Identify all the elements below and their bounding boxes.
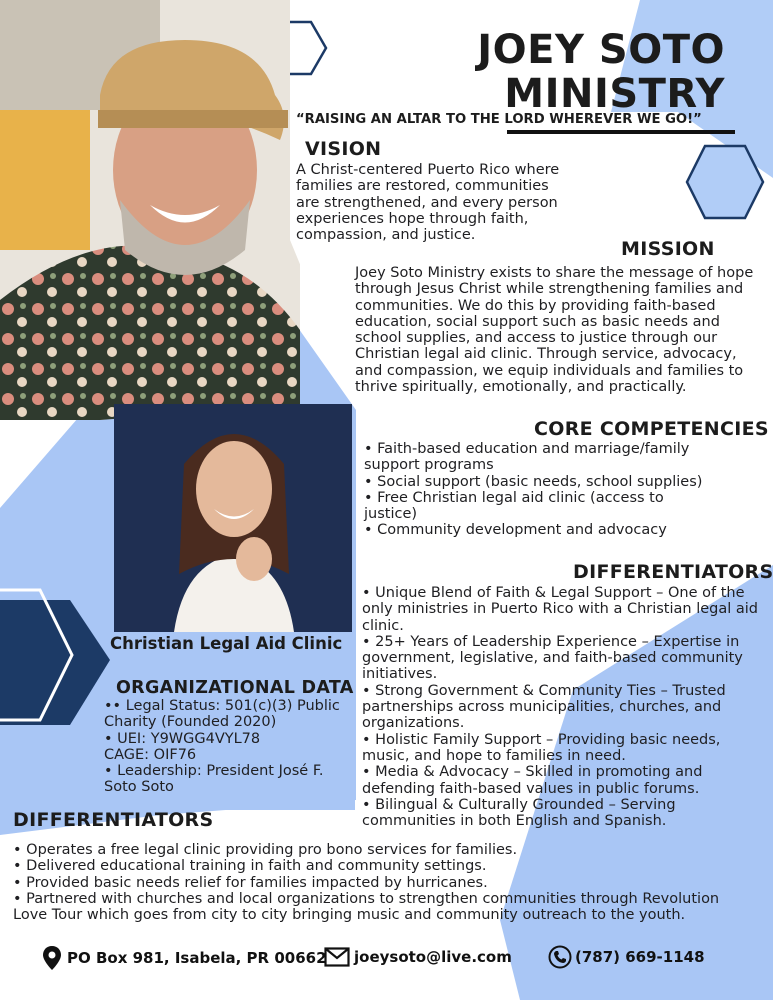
list-item: • Free Christian legal aid clinic (access to justice) <box>364 489 664 523</box>
vision-text: A Christ-centered Puerto Rico where families are restored, communities are strengthened, and every person experiences hope through faith, compassion, and justice. <box>296 162 560 244</box>
list-item: • Partnered with churches and local organizations to strengthen communities through Revolution Love Tour which goes from city to city bringing music and community outreach to the youth. <box>13 890 720 924</box>
email-contact[interactable] <box>324 947 512 967</box>
list-item: • Operates a free legal clinic providing pro bono services for families. <box>13 842 518 858</box>
tagline: “RAISING AN ALTAR TO THE LORD WHEREVER WE GO!” <box>296 112 702 127</box>
list-item: • 25+ Years of Leadership Experience – Expertise in government, legislative, and faith-based community initiatives. <box>362 633 743 683</box>
list-item: • Community development and advocacy <box>364 522 667 539</box>
list-item: • Leadership: President José F. Soto Soto <box>104 763 324 796</box>
tagline-underline <box>507 130 735 134</box>
differentiators-bottom-heading: DIFFERENTIATORS <box>13 809 214 831</box>
list-item: CAGE: OIF76 <box>104 746 197 763</box>
core-competencies-heading: CORE COMPETENCIES <box>534 418 769 440</box>
email-text[interactable]: joeysoto@live.com <box>354 948 512 966</box>
phone-text[interactable]: (787) 669-1148 <box>575 948 705 966</box>
differentiators-right-list <box>362 585 760 829</box>
phone-contact[interactable] <box>548 945 705 969</box>
joey-soto-photo <box>0 0 300 420</box>
list-item: • Unique Blend of Faith & Legal Support – One of the only ministries in Puerto Rico with a Christian legal aid clinic. <box>362 585 758 634</box>
envelope-icon <box>324 947 350 967</box>
list-item: •• Legal Status: 501(c)(3) Public Charity (Founded 2020) <box>104 698 340 731</box>
list-item: • Provided basic needs relief for families impacted by hurricanes. <box>13 874 488 891</box>
photo-caption: Christian Legal Aid Clinic <box>110 634 343 653</box>
title-line-1: JOEY SOTO <box>477 27 725 73</box>
list-item: • Strong Government & Community Ties – Trusted partnerships across municipalities, churches, and organizations. <box>362 682 726 732</box>
address-text: PO Box 981, Isabela, PR 00662 <box>67 949 327 967</box>
core-competencies-list <box>364 441 714 539</box>
organizational-data-heading: ORGANIZATIONAL DATA <box>116 678 354 698</box>
list-item: • UEI: Y9WGG4VYL78 <box>104 730 261 747</box>
differentiators-bottom-list <box>13 842 753 923</box>
mission-heading: MISSION <box>621 238 715 260</box>
differentiators-right-heading: DIFFERENTIATORS <box>573 561 773 583</box>
list-item: • Media & Advocacy – Skilled in promoting and defending faith-based values in public forums. <box>362 764 703 797</box>
mission-text: Joey Soto Ministry exists to share the message of hope through Jesus Christ while strengthening families and communities. We do this by providing faith-based education, social support such as basic needs and school supplies, and access to justice through our Christian legal aid clinic. Through service, advocacy, and compassion, we equip individuals and families to thrive spiritually, emotionally, and practically. <box>355 265 754 396</box>
organizational-data-list <box>104 698 354 796</box>
title-line-2: MINISTRY <box>504 71 725 117</box>
list-item: • Bilingual & Culturally Grounded – Serving communities in both English and Spanish. <box>362 796 676 830</box>
list-item: • Social support (basic needs, school supplies) <box>364 473 703 490</box>
list-item: • Delivered educational training in faith and community settings. <box>13 858 487 875</box>
list-item: • Faith-based education and marriage/family support programs <box>364 441 690 474</box>
ministry-title <box>305 28 725 116</box>
list-item: • Holistic Family Support – Providing basic needs, music, and hope to families in need. <box>362 731 721 764</box>
legal-aid-clinic-photo <box>114 404 352 632</box>
phone-icon <box>548 945 572 969</box>
hexagon-outline-right <box>687 146 763 218</box>
vision-heading: VISION <box>305 138 382 160</box>
map-pin-icon <box>42 946 62 970</box>
address-contact <box>42 946 327 970</box>
